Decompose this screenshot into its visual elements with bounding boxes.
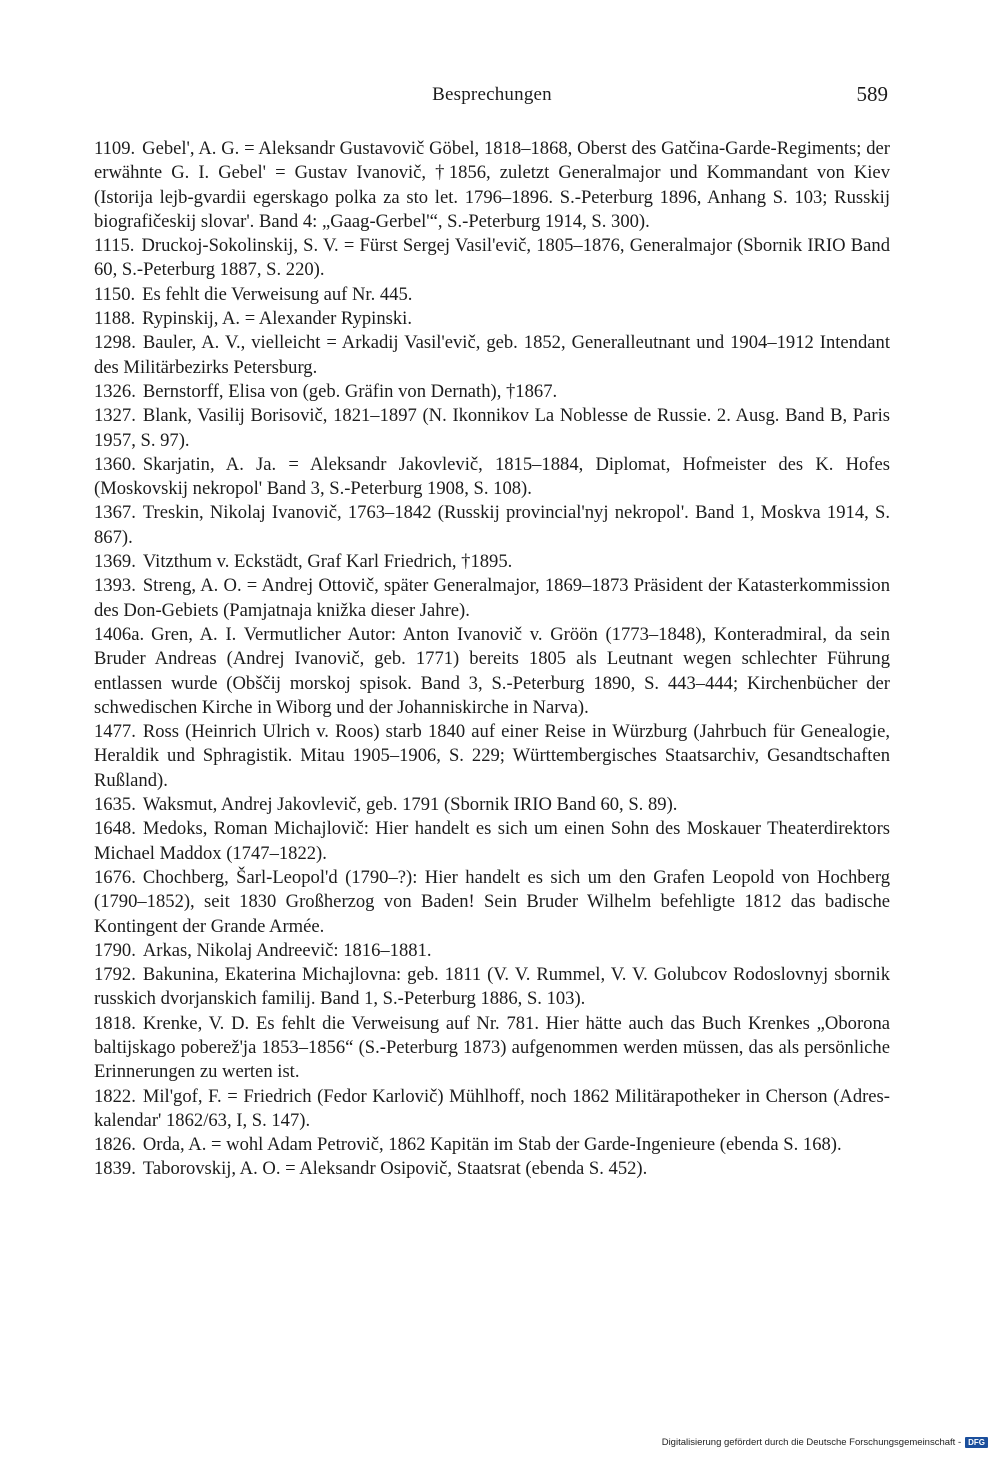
entry-number: 1676. — [94, 866, 136, 888]
entry-text: Ross (Heinrich Ulrich v. Roos) starb 1840 auf einer Reise in Würzburg (Jahrbuch für Genealogie, Heraldik und Sphragistik. Mitau 1905–1906, S. 229; Württembergisches Staatsarchiv, Gesandtschaften Rußland). — [94, 721, 890, 791]
entry-number: 1839. — [94, 1158, 136, 1180]
entry-text: Waksmut, Andrej Jakovlevič, geb. 1791 (Sbornik IRIO Band 60, S. 89). — [142, 794, 678, 816]
entry-number: 1477. — [94, 721, 136, 743]
entry-text: Chochberg, Šarl-Leopol'd (1790–?): Hier handelt es sich um den Grafen Leopold von Hochberg (1790–1852), seit 1830 Großherzog von Baden! Sein Bruder Wilhelm befehligte 1812 das badische Kontingent der Grande Armée. — [94, 866, 890, 937]
entry-number: 1188. — [94, 308, 136, 330]
entry-text: Gren, A. I. Vermutlicher Autor: Anton Ivanovič v. Gröön (1773–1848), Konteradmiral, da sein Bruder Andreas (Andrej Ivanovič, geb. 1771) bereits 1805 als Leutnant wegen schlechter Führung entlassen wurde (Obščij morskoj spisok. Band 3, S.-Peterburg 1890, S. 443–444; Kirchenbücher der schwedischen Kirche in Wiborg und der Johanniskirche in Narva). — [94, 623, 890, 718]
entry-text: Gebel', A. G. = Aleksandr Gustavovič Göbel, 1818–1868, Oberst des Gatčina-Garde-Regiments; der erwähnte G. I. Gebel' = Gustav Ivanovič, †1856, zuletzt Generalmajor und Kommandant von Kiev (Istorija lejb-gvardii egerskago polka za sto let. 1796–1896. S.-Peterburg 1896, Anhang S. 103; Russkij biografičeskij slovar'. Band 4: „Gaag-Gerbel'“, S.-Peterburg 1914, S. 300). — [94, 138, 890, 232]
entry-text: Mil'gof, F. = Friedrich (Fedor Karlovič) Mühlhoff, noch 1862 Militärapotheker in Cherson (Adres-kalendar' 1862/63, I, S. 147). — [94, 1085, 890, 1131]
entry-number: 1298. — [94, 332, 136, 354]
entry-text: Bakunina, Ekaterina Michajlovna: geb. 1811 (V. V. Rummel, V. V. Golubcov Rodoslovnyj sbornik russkich dvorjanskich familij. Band 1, S.-Peterburg 1886, S. 103). — [94, 964, 890, 1010]
footer-text: Digitalisierung gefördert durch die Deutsche Forschungsgemeinschaft - — [661, 1437, 962, 1448]
entry — [94, 1012, 890, 1085]
entry-list — [94, 137, 890, 1182]
entry-number: 1393. — [94, 575, 136, 597]
entry-text: Vitzthum v. Eckstädt, Graf Karl Friedrich, †1895. — [142, 551, 513, 573]
entry — [94, 939, 890, 963]
entry-text: Blank, Vasilij Borisovič, 1821–1897 (N. Ikonnikov La Noblesse de Russie. 2. Ausg. Band B, Paris 1957, S. 97). — [94, 405, 890, 451]
entry-text: Skarjatin, A. Ja. = Aleksandr Jakovlevič, 1815–1884, Diplomat, Hofmeister des K. Hofes (Moskovskij nekropol' Band 3, S.-Peterburg 1908, S. 108). — [94, 453, 890, 500]
entry-text: Arkas, Nikolaj Andreevič: 1816–1881. — [142, 939, 432, 961]
entry — [94, 1157, 890, 1181]
entry-number: 1792. — [94, 964, 136, 986]
entry-text: Medoks, Roman Michajlovič: Hier handelt es sich um einen Sohn des Moskauer Theaterdirektors Michael Maddox (1747–1822). — [94, 818, 890, 864]
entry — [94, 404, 890, 453]
entry-text: Streng, A. O. = Andrej Ottovič, später Generalmajor, 1869–1873 Präsident der Katasterkommission des Don-Gebiets (Pamjatnaja knižka dieser Jahre). — [94, 575, 890, 621]
entry — [94, 720, 890, 793]
entry — [94, 380, 890, 404]
entry — [94, 137, 890, 234]
entry — [94, 817, 890, 866]
dfg-logo: DFG — [965, 1437, 988, 1448]
entry — [94, 574, 890, 623]
entry-number: 1406a. — [94, 623, 145, 645]
entry — [94, 550, 890, 574]
entry-number: 1360. — [94, 453, 136, 475]
entry-number: 1818. — [94, 1012, 136, 1034]
entry-number: 1327. — [94, 405, 136, 427]
entry-text: Treskin, Nikolaj Ivanovič, 1763–1842 (Russkij provincial'nyj nekropol'. Band 1, Moskva 1914, S. 867). — [94, 502, 890, 548]
entry-number: 1115. — [94, 235, 135, 257]
entry — [94, 307, 890, 331]
entry — [94, 453, 890, 502]
entry — [94, 963, 890, 1012]
running-title: Besprechungen — [432, 84, 552, 105]
entry-text: Bauler, A. V., vielleicht = Arkadij Vasil'evič, geb. 1852, Generalleutnant und 1904–1912 Intendant des Militärbezirks Petersburg. — [94, 332, 890, 378]
entry-number: 1648. — [94, 818, 136, 840]
entry — [94, 234, 890, 283]
running-head — [94, 84, 890, 114]
entry-number: 1109. — [94, 138, 136, 159]
entry-text: Rypinskij, A. = Alexander Rypinski. — [142, 308, 412, 330]
entry-text: Taborovskij, A. O. = Aleksandr Osipovič, Staatsrat (ebenda S. 452). — [142, 1158, 648, 1180]
entry-number: 1635. — [94, 794, 136, 816]
entry-text: Druckoj-Sokolinskij, S. V. = Fürst Sergej Vasil'evič, 1805–1876, Generalmajor (Sbornik IRIO Band 60, S.-Peterburg 1887, S. 220). — [94, 235, 890, 281]
entry-number: 1826. — [94, 1134, 136, 1156]
entry — [94, 1133, 890, 1157]
entry-number: 1150. — [94, 283, 136, 305]
footer-credit — [662, 1437, 988, 1448]
entry — [94, 793, 890, 817]
entry-number: 1326. — [94, 380, 136, 402]
entry-number: 1822. — [94, 1085, 136, 1107]
entry — [94, 1085, 890, 1134]
entry — [94, 501, 890, 550]
entry-text: Krenke, V. D. Es fehlt die Verweisung auf Nr. 781. Hier hätte auch das Buch Krenkes „Oborona baltijskago poberež'ja 1853–1856“ (S.-Peterburg 1873) aufgenommen werden müssen, das als persönliche Erinnerungen zu werten ist. — [94, 1012, 890, 1083]
page-number: 589 — [856, 82, 888, 106]
entry — [94, 331, 890, 380]
entry-text: Bernstorff, Elisa von (geb. Gräfin von Dernath), †1867. — [142, 380, 558, 402]
entry — [94, 866, 890, 939]
entry-text: Orda, A. = wohl Adam Petrovič, 1862 Kapitän im Stab der Garde-Ingenieure (ebenda S. 168). — [142, 1134, 842, 1156]
entry-number: 1369. — [94, 551, 136, 573]
entry-text: Es fehlt die Verweisung auf Nr. 445. — [142, 283, 413, 305]
entry — [94, 623, 890, 720]
entry — [94, 283, 890, 307]
entry-number: 1367. — [94, 502, 136, 524]
entry-number: 1790. — [94, 939, 136, 961]
